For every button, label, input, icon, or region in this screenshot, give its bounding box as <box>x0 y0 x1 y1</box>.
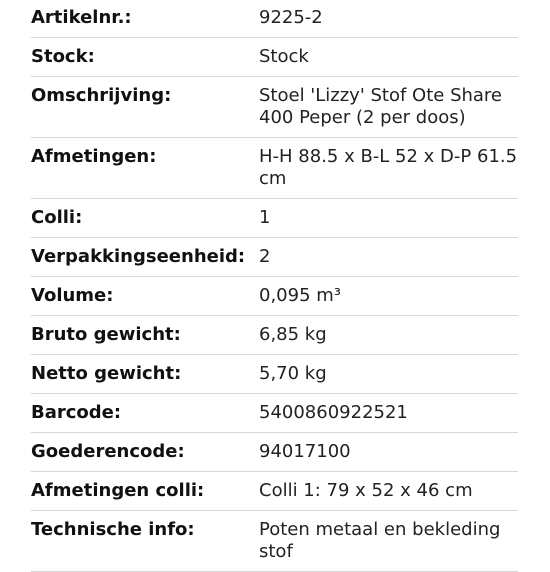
spec-row-packaging-unit <box>31 238 518 277</box>
spec-row-gross-weight <box>31 316 518 355</box>
spec-row-net-weight <box>31 355 518 394</box>
spec-value: 9225-2 <box>259 0 518 38</box>
spec-label: Afmetingen colli: <box>31 472 259 511</box>
spec-value: 0,095 m³ <box>259 277 518 316</box>
spec-row-article-number <box>31 0 518 38</box>
spec-value: 5400860922521 <box>259 394 518 433</box>
spec-value: Colli 1: 79 x 52 x 46 cm <box>259 472 518 511</box>
spec-row-technical-info <box>31 511 518 572</box>
spec-row-colli <box>31 199 518 238</box>
spec-value: Stock <box>259 38 518 77</box>
spec-label: Verpakkingseenheid: <box>31 238 259 277</box>
spec-value: Stoel 'Lizzy' Stof Ote Share 400 Peper (2 per doos) <box>259 77 518 138</box>
product-spec-table <box>31 0 518 572</box>
spec-label: Barcode: <box>31 394 259 433</box>
spec-label: Technische info: <box>31 511 259 572</box>
spec-label: Bruto gewicht: <box>31 316 259 355</box>
spec-row-description <box>31 77 518 138</box>
spec-value: H-H 88.5 x B-L 52 x D-P 61.5 cm <box>259 138 518 199</box>
spec-value: 2 <box>259 238 518 277</box>
spec-value: 94017100 <box>259 433 518 472</box>
spec-row-commodity-code <box>31 433 518 472</box>
spec-label: Netto gewicht: <box>31 355 259 394</box>
spec-value: 6,85 kg <box>259 316 518 355</box>
spec-value: Poten metaal en bekleding stof <box>259 511 518 572</box>
spec-label: Volume: <box>31 277 259 316</box>
spec-row-volume <box>31 277 518 316</box>
spec-label: Artikelnr.: <box>31 0 259 38</box>
spec-value: 5,70 kg <box>259 355 518 394</box>
spec-value: 1 <box>259 199 518 238</box>
spec-label: Colli: <box>31 199 259 238</box>
spec-row-barcode <box>31 394 518 433</box>
spec-label: Omschrijving: <box>31 77 259 138</box>
spec-label: Stock: <box>31 38 259 77</box>
spec-row-dimensions <box>31 138 518 199</box>
spec-label: Afmetingen: <box>31 138 259 199</box>
spec-row-stock <box>31 38 518 77</box>
spec-row-colli-dimensions <box>31 472 518 511</box>
spec-label: Goederencode: <box>31 433 259 472</box>
